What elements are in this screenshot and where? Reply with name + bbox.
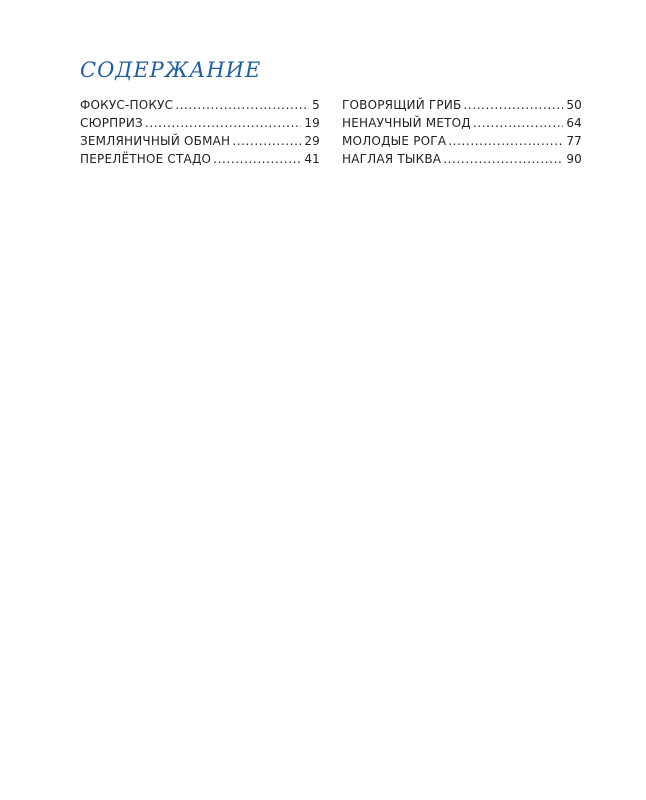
toc-dot-leader <box>175 96 309 114</box>
toc-dot-leader <box>232 132 301 150</box>
toc-entry-page: 5 <box>312 98 320 112</box>
toc-entry-title: НАГЛАЯ ТЫКВА <box>342 152 442 166</box>
toc-title: СОДЕРЖАНИЕ <box>80 58 262 82</box>
toc-entry-page: 50 <box>566 98 582 112</box>
toc-dot-leader <box>213 150 301 168</box>
toc-entry[interactable] <box>342 150 582 168</box>
toc-dot-leader <box>145 114 301 132</box>
toc-entry[interactable] <box>342 132 582 150</box>
toc-entry-title: ЗЕМЛЯНИЧНЫЙ ОБМАН <box>80 134 231 148</box>
toc-entry[interactable] <box>80 96 320 114</box>
toc-column-left <box>80 96 320 168</box>
toc-entry-title: ПЕРЕЛЁТНОЕ СТАДО <box>80 152 212 166</box>
toc-entry[interactable] <box>80 150 320 168</box>
toc-entry-title: ГОВОРЯЩИЙ ГРИБ <box>342 98 462 112</box>
toc-dot-leader <box>473 114 563 132</box>
toc-entry-page: 29 <box>304 134 320 148</box>
toc-entry-page: 77 <box>566 134 582 148</box>
toc-entry[interactable] <box>80 114 320 132</box>
toc-entry[interactable] <box>342 114 582 132</box>
toc-column-right <box>342 96 582 168</box>
toc-dot-leader <box>463 96 563 114</box>
toc-entry-page: 41 <box>304 152 320 166</box>
toc-entry-page: 90 <box>566 152 582 166</box>
toc-entry-page: 19 <box>304 116 320 130</box>
toc-dot-leader <box>443 150 563 168</box>
toc-columns <box>80 96 582 168</box>
toc-entry[interactable] <box>80 132 320 150</box>
toc-entry-title: СЮРПРИЗ <box>80 116 143 130</box>
toc-entry-page: 64 <box>566 116 582 130</box>
toc-dot-leader <box>448 132 563 150</box>
toc-entry-title: МОЛОДЫЕ РОГА <box>342 134 447 148</box>
toc-entry-title: НЕНАУЧНЫЙ МЕТОД <box>342 116 471 130</box>
toc-entry-title: ФОКУС-ПОКУС <box>80 98 174 112</box>
toc-entry[interactable] <box>342 96 582 114</box>
